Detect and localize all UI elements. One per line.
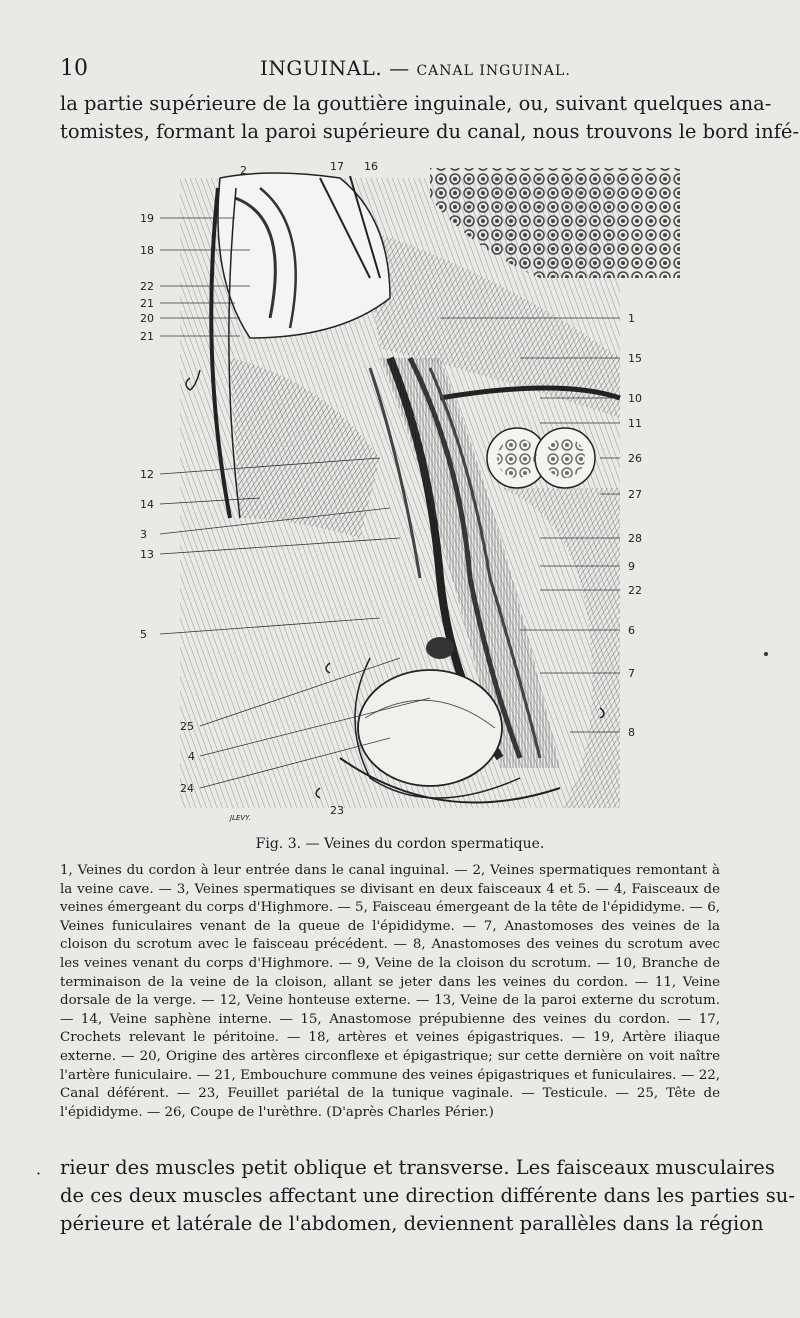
figure-label: 9 xyxy=(628,560,635,573)
caption-text: — Veines du cordon spermatique. xyxy=(305,836,545,852)
text-line: périeure et latérale de l'abdomen, deviennent parallèles dans la région xyxy=(60,1212,764,1235)
figure-label: 19 xyxy=(140,212,154,225)
figure-label: 16 xyxy=(364,160,378,173)
figure-caption xyxy=(0,836,800,852)
figure-label: 22 xyxy=(140,280,154,293)
figure-label: 22 xyxy=(628,584,642,597)
text-line: la partie supérieure de la gouttière inguinale, ou, suivant quelques ana- xyxy=(60,92,772,115)
figure-label: 21 xyxy=(140,297,154,310)
page-number: 10 xyxy=(60,56,88,81)
figure-label: 24 xyxy=(180,782,194,795)
figure-label: 6 xyxy=(628,624,635,637)
figure-label: 28 xyxy=(628,532,642,545)
figure-label: 17 xyxy=(330,160,344,173)
figure-label: 3 xyxy=(140,528,147,541)
figure-label: 8 xyxy=(628,726,635,739)
text-line: rieur des muscles petit oblique et transverse. Les faisceaux musculaires xyxy=(60,1156,775,1179)
figure-label: 21 xyxy=(140,330,154,343)
running-head-dash: — xyxy=(389,56,410,80)
figure-label: 12 xyxy=(140,468,154,481)
figure-label: 13 xyxy=(140,548,154,561)
top-paragraph xyxy=(60,90,800,146)
running-head xyxy=(260,56,571,80)
figure-label: 1 xyxy=(628,312,635,325)
margin-mark: · xyxy=(36,1164,42,1183)
figure-legend: 1, Veines du cordon à leur entrée dans le canal inguinal. — 2, Veines spermatiques remontant à la veine cave. — 3, Veines spermatiques se divisant en deux faisceaux 4 et 5. — 4, Faisceaux de veines émergeant du corps d'Highmore. — 5, Faisceau émergeant de la tête de l'épididyme. — 6, Veines funiculaires venant de la queue de l'épididyme. — 7, Anastomoses des veines de la cloison du scrotum avec le faisceau précédent. — 8, Anastomoses des veines du scrotum avec les veines venant du corps d'Highmore. — 9, Veine de la cloison du scrotum. — 10, Branche de terminaison de la veine de la cloison, allant se jeter dans les veines du cordon. — 11, Veine dorsale de la verge. — 12, Veine honteuse externe. — 13, Veine de la paroi externe du scrotum. — 14, Veine saphène interne. — 15, Anastomose prépubienne des veines du cordon. — 17, Crochets relevant le péritoine. — 18, artères et veines épigastriques. — 19, Artère iliaque externe. — 20, Origine des artères circonflexe et épigastrique; sur cette dernière on voit naître l'artère funiculaire. — 21, Embouchure commune des veines épigastriques et funiculaires. — 22, Canal déférent. — 23, Feuillet pariétal de la tunique vaginale. — Testicule. — 25, Tête de l'épididyme. — 26, Coupe de l'urèthre. (D'après Charles Périer.) xyxy=(60,863,720,1120)
engraver-signature: JLEVY. xyxy=(230,814,251,822)
figure-label: 11 xyxy=(628,417,642,430)
figure-label: 10 xyxy=(628,392,642,405)
figure-label: 4 xyxy=(188,750,195,763)
running-head-sub: CANAL INGUINAL. xyxy=(416,63,571,79)
figure-label: 7 xyxy=(628,667,635,680)
figure-label: 5 xyxy=(140,628,147,641)
figure-label: 27 xyxy=(628,488,642,501)
figure-label: 2 xyxy=(240,164,247,177)
figure-label: 14 xyxy=(140,498,154,511)
page-header xyxy=(60,56,720,86)
running-head-main: INGUINAL. xyxy=(260,56,383,80)
text-line: tomistes, formant la paroi supérieure du canal, nous trouvons le bord infé- xyxy=(60,120,800,143)
figure-label: 26 xyxy=(628,452,642,465)
figure-label: 20 xyxy=(140,312,154,325)
figure-label: 18 xyxy=(140,244,154,257)
text-line: de ces deux muscles affectant une direction différente dans les parties su- xyxy=(60,1184,795,1207)
figure-label: 25 xyxy=(180,720,194,733)
caption-prefix: Fig. 3. xyxy=(255,836,302,852)
figure-label: 23 xyxy=(330,804,344,817)
figure-label: 15 xyxy=(628,352,642,365)
anatomical-illustration xyxy=(140,158,680,828)
margin-speck xyxy=(764,652,768,656)
bottom-paragraph xyxy=(60,1154,795,1238)
